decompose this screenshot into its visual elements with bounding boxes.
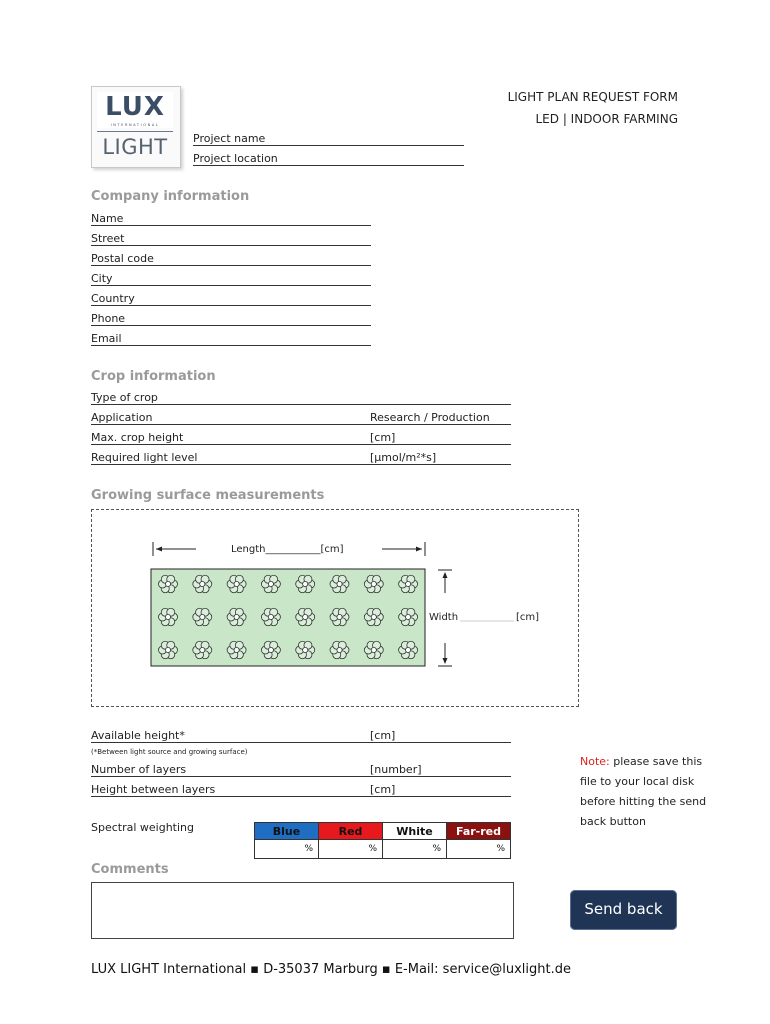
plant-center <box>406 614 411 619</box>
plant-center <box>165 647 170 652</box>
spectrum-red-header: Red <box>319 823 383 840</box>
note-line-2: file to your local disk <box>580 775 695 788</box>
field-label: Postal code <box>91 252 154 265</box>
project-location-label: Project location <box>193 152 278 165</box>
company-email-field[interactable] <box>91 332 371 346</box>
height-between-layers-field[interactable] <box>91 783 511 797</box>
width-bottom-arrowhead <box>443 658 448 664</box>
plant-icon <box>399 608 418 626</box>
logo-tagline: INTERNATIONAL <box>110 123 160 127</box>
plant-center <box>200 581 205 586</box>
plant-icon <box>193 641 212 659</box>
comments-textarea[interactable] <box>91 882 514 939</box>
number-of-layers-unit: [number] <box>370 763 422 776</box>
note-line-1: please save this <box>609 755 703 768</box>
lux-light-logo <box>91 86 181 168</box>
form-title: LIGHT PLAN REQUEST FORM <box>507 90 678 104</box>
plant-center <box>371 581 376 586</box>
plant-center <box>303 647 308 652</box>
max-crop-height-label: Max. crop height <box>91 431 184 444</box>
number-of-layers-label: Number of layers <box>91 763 187 776</box>
plant-icon <box>330 641 349 659</box>
spectral-weighting-label: Spectral weighting <box>91 821 195 834</box>
plant-center <box>200 647 205 652</box>
spectrum-far-red-header: Far-red <box>447 823 511 840</box>
plant-center <box>165 581 170 586</box>
application-value: Research / Production <box>370 411 490 424</box>
logo-light-text: LIGHT <box>102 135 168 159</box>
note-line-4: back button <box>580 815 646 828</box>
plant-center <box>303 581 308 586</box>
plant-center <box>234 614 239 619</box>
plant-icon <box>227 575 246 593</box>
plant-icon <box>227 608 246 626</box>
project-name-label: Project name <box>193 132 266 145</box>
max-crop-height-field[interactable] <box>91 431 511 445</box>
form-subtitle: LED | INDOOR FARMING <box>535 112 678 126</box>
plant-center <box>303 614 308 619</box>
field-label: Country <box>91 292 135 305</box>
plant-center <box>268 647 273 652</box>
field-label: Street <box>91 232 125 245</box>
spectrum-white-input[interactable]: % <box>383 840 447 859</box>
project-location-field[interactable] <box>193 152 464 166</box>
plant-icon <box>330 608 349 626</box>
length-right-arrowhead <box>416 547 422 552</box>
required-light-level-label: Required light level <box>91 451 198 464</box>
height-between-layers-unit: [cm] <box>370 783 396 796</box>
spectrum-blue-header: Blue <box>255 823 319 840</box>
plant-center <box>406 647 411 652</box>
plant-icon <box>159 641 178 659</box>
plant-icon <box>261 608 280 626</box>
footer-contact: LUX LIGHT International ▪ D-35037 Marburg ▪ E-Mail: service@luxlight.de <box>91 962 571 977</box>
logo-divider <box>97 131 173 132</box>
plant-icon <box>364 641 383 659</box>
width-top-arrowhead <box>443 572 448 578</box>
send-back-button[interactable]: Send back <box>570 890 677 930</box>
spectral-weighting-table <box>254 822 511 859</box>
crop-type-field[interactable] <box>91 391 511 405</box>
plant-icon <box>159 575 178 593</box>
field-label: Phone <box>91 312 126 325</box>
field-label: Email <box>91 332 122 345</box>
company-phone-field[interactable] <box>91 312 371 326</box>
application-label: Application <box>91 411 153 424</box>
growing-surface-heading: Growing surface measurements <box>91 488 325 503</box>
growing-bed <box>151 569 425 666</box>
available-height-note: (*Between light source and growing surface) <box>91 748 248 756</box>
crop-type-label: Type of crop <box>91 391 158 404</box>
company-info-heading: Company information <box>91 189 250 204</box>
comments-heading: Comments <box>91 862 169 877</box>
plant-center <box>165 614 170 619</box>
plant-icon <box>193 608 212 626</box>
available-height-field[interactable] <box>91 729 511 743</box>
spectrum-white-header: White <box>383 823 447 840</box>
application-field[interactable] <box>91 411 511 425</box>
plant-center <box>200 614 205 619</box>
max-crop-height-unit: [cm] <box>370 431 396 444</box>
spectrum-red-input[interactable]: % <box>319 840 383 859</box>
required-light-level-field[interactable] <box>91 451 511 465</box>
length-label: Length___________[cm] <box>231 544 344 555</box>
company-postal-code-field[interactable] <box>91 252 371 266</box>
height-between-layers-label: Height between layers <box>91 783 216 796</box>
width-unit: [cm] <box>516 612 540 623</box>
plant-center <box>268 614 273 619</box>
plant-center <box>371 647 376 652</box>
logo-lux-text: LUX <box>97 92 173 128</box>
plant-icon <box>399 641 418 659</box>
plant-center <box>268 581 273 586</box>
plant-center <box>337 614 342 619</box>
plant-center <box>406 581 411 586</box>
plant-icon <box>227 641 246 659</box>
plant-icon <box>296 641 315 659</box>
company-name-field[interactable] <box>91 212 371 226</box>
note-prefix: Note: <box>580 755 610 768</box>
plant-icon <box>159 608 178 626</box>
growing-surface-diagram <box>91 509 579 707</box>
plant-center <box>234 581 239 586</box>
spectrum-blue-input[interactable]: % <box>255 840 319 859</box>
required-light-level-unit: [µmol/m²*s] <box>370 451 437 464</box>
plant-icon <box>193 575 212 593</box>
plant-icon <box>364 608 383 626</box>
plant-center <box>234 647 239 652</box>
width-label: Width <box>429 612 459 623</box>
save-note <box>580 752 720 832</box>
number-of-layers-field[interactable] <box>91 763 511 777</box>
length-left-arrowhead <box>156 547 162 552</box>
plant-icon <box>261 641 280 659</box>
field-label: City <box>91 272 113 285</box>
plant-icon <box>296 575 315 593</box>
company-country-field[interactable] <box>91 292 371 306</box>
company-street-field[interactable] <box>91 232 371 246</box>
plant-center <box>337 581 342 586</box>
plant-icon <box>399 575 418 593</box>
plant-icon <box>261 575 280 593</box>
plant-center <box>337 647 342 652</box>
note-line-3: before hitting the send <box>580 795 707 808</box>
crop-info-heading: Crop information <box>91 369 216 384</box>
available-height-label: Available height* <box>91 729 185 742</box>
company-city-field[interactable] <box>91 272 371 286</box>
plant-icon <box>296 608 315 626</box>
surface-drawing <box>92 510 578 706</box>
plant-center <box>371 614 376 619</box>
plant-icon <box>364 575 383 593</box>
spectrum-far-red-input[interactable]: % <box>447 840 511 859</box>
field-label: Name <box>91 212 124 225</box>
project-name-field[interactable] <box>193 132 464 146</box>
plant-icon <box>330 575 349 593</box>
available-height-unit: [cm] <box>370 729 396 742</box>
